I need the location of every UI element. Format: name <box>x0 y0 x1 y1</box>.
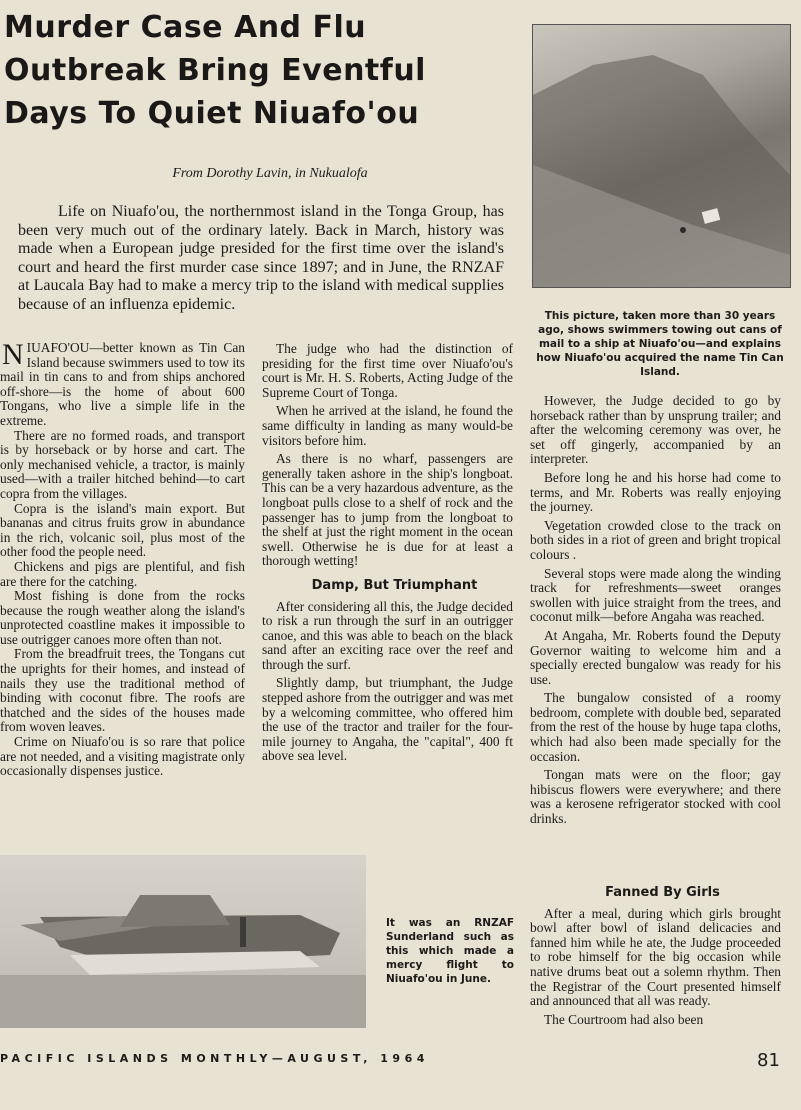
intro-paragraph: Life on Niuafo'ou, the northernmost island in the Tonga Group, has been very much out of the ordinary lately. Back in March, history was made when a European judge presided for the first time over the island's court and heard the first murder case since 1897; and in June, the RNZAF at Laucala Bay had to make a mercy trip to the island with medical supplies because of an influenza epidemic. <box>18 203 504 313</box>
column3-paragraph: After a meal, during which girls brought bowl after bowl of island delicacies and fanned him while he ate, the Judge proceeded to robe himself for the big occasion while native drums beat out a solemn rhythm. Then the Registrar of the Court presented himself and announced that all was ready. <box>530 905 781 1009</box>
headline-line-1: Murder Case And Flu <box>4 10 367 45</box>
column1-text: IUAFO'OU—better known as Tin Can Island because swimmers used to tow its mail in tin cans to and from ships anchored off-shore—is the home of about 600 Tongans, who live a simple life in the extreme. <box>0 340 245 428</box>
column3-paragraph: Before long he and his horse had come to terms, and Mr. Roberts was really enjoying the journey. <box>530 469 781 515</box>
column1-paragraph: Copra is the island's main export. But bananas and citrus fruits grow in abundance in the rich, volcanic soil, plus most of the other food the people need. <box>0 500 245 560</box>
column2-paragraph: As there is no wharf, passengers are generally taken ashore in the ship's longboat. This can be a very hazardous adventure, as the longboat pulls close to a shelf of rock and the passenger has to jump from the longboat to the shelf at just the right moment in the ocean swell. Otherwise he is due for at least a thorough wetting! <box>262 451 513 569</box>
article-column-3 <box>530 394 781 827</box>
subhead-fanned-by-girls: Fanned By Girls <box>605 885 720 900</box>
column1-paragraph: Chickens and pigs are plentiful, and fish are there for the catching. <box>0 558 245 589</box>
column1-paragraph: Most fishing is done from the rocks because the rough weather along the island's unprotected coastline makes it impossible to use outrigger canoes more often than not. <box>0 588 245 647</box>
sunderland-flying-boat-photo <box>0 855 366 1028</box>
column1-paragraph <box>0 338 245 429</box>
column2-paragraph: Slightly damp, but triumphant, the Judge stepped ashore from the outrigger and was met by a welcoming committee, who offered him the use of the tractor and trailer for the four-mile journey to Angaha, the "capital", 400 ft above sea level. <box>262 675 513 764</box>
column3-paragraph: However, the Judge decided to go by horseback rather than by unsprung trailer; and after the welcoming ceremony was over, he set off gingerly, accompanied by an interpreter. <box>530 393 781 467</box>
column2-paragraph: The judge who had the distinction of presiding for the first time over Niuafo'ou's court is Mr. H. S. Roberts, Acting Judge of the Supreme Court of Tonga. <box>262 341 513 400</box>
column3-paragraph: The Courtroom had also been <box>544 1011 704 1027</box>
column1-paragraph: There are no formed roads, and transport is by horseback or by horse and cart. The only mechanised vehicle, a tractor, is mainly used—with a trailer hitched behind—to cart copra from the villages. <box>0 427 245 501</box>
drop-cap: N <box>2 338 24 371</box>
column3-paragraph: At Angaha, Mr. Roberts found the Deputy Governor waiting to welcome him and a specially erected bungalow was ready for his use. <box>530 627 781 687</box>
article-column-3-continued <box>530 886 781 1027</box>
column3-paragraph: Tongan mats were on the floor; gay hibiscus flowers were everywhere; and there was a kerosene refrigerator stocked with cool drinks. <box>530 767 781 827</box>
column3-paragraph: The bungalow consisted of a roomy bedroom, complete with double bed, separated from the rest of the house by huge tapa cloths, which had also been made specially for the occasion. <box>530 690 781 764</box>
column1-paragraph: From the breadfruit trees, the Tongans cut the uprights for their homes, and instead of nails they use the traditional method of binding with coconut fibre. The roofs are thatched and the sides of the houses made from woven leaves. <box>0 646 245 735</box>
article-column-1 <box>0 338 245 779</box>
subhead-damp-but-triumphant: Damp, But Triumphant <box>311 577 478 593</box>
footer-publication: PACIFIC ISLANDS MONTHLY—AUGUST, 1964 <box>0 1052 429 1065</box>
mountain-swimmers-photo <box>532 24 791 288</box>
headline <box>4 6 504 135</box>
photo1-caption: This picture, taken more than 30 years ago, shows swimmers towing out cans of mail to a ship at Niuafo'ou—and explains how Niuafo'ou acquired the name Tin Can Island. <box>536 310 784 378</box>
headline-line-2: Outbreak Bring Eventful <box>4 53 426 88</box>
photo2-caption: It was an RNZAF Sunderland such as this which made a mercy flight to Niuafo'ou in June. <box>386 917 514 985</box>
column2-paragraph: After considering all this, the Judge decided to risk a run through the surf in an outrigger canoe, and this was able to beach on the black sand after an exciting race over the reef and through the surf. <box>262 598 513 672</box>
article-column-2 <box>262 342 513 764</box>
column1-paragraph: Crime on Niuafo'ou is so rare that police are not needed, and a visiting magistrate only occasionally dispenses justice. <box>0 734 245 779</box>
column2-paragraph: When he arrived at the island, he found the same difficulty in landing as many would-be visitors before him. <box>262 403 513 448</box>
byline: From Dorothy Lavin, in Nukualofa <box>172 166 368 181</box>
page-number: 81 <box>757 1050 780 1071</box>
column3-paragraph: Several stops were made along the winding track for refreshments—sweet oranges swollen with juice straight from the trees, and coconut milk—before Angaha was reached. <box>530 565 781 625</box>
headline-line-3: Days To Quiet Niuafo'ou <box>4 96 420 131</box>
column3-paragraph: Vegetation crowded close to the track on both sides in a riot of green and bright tropical colours . <box>530 517 781 562</box>
